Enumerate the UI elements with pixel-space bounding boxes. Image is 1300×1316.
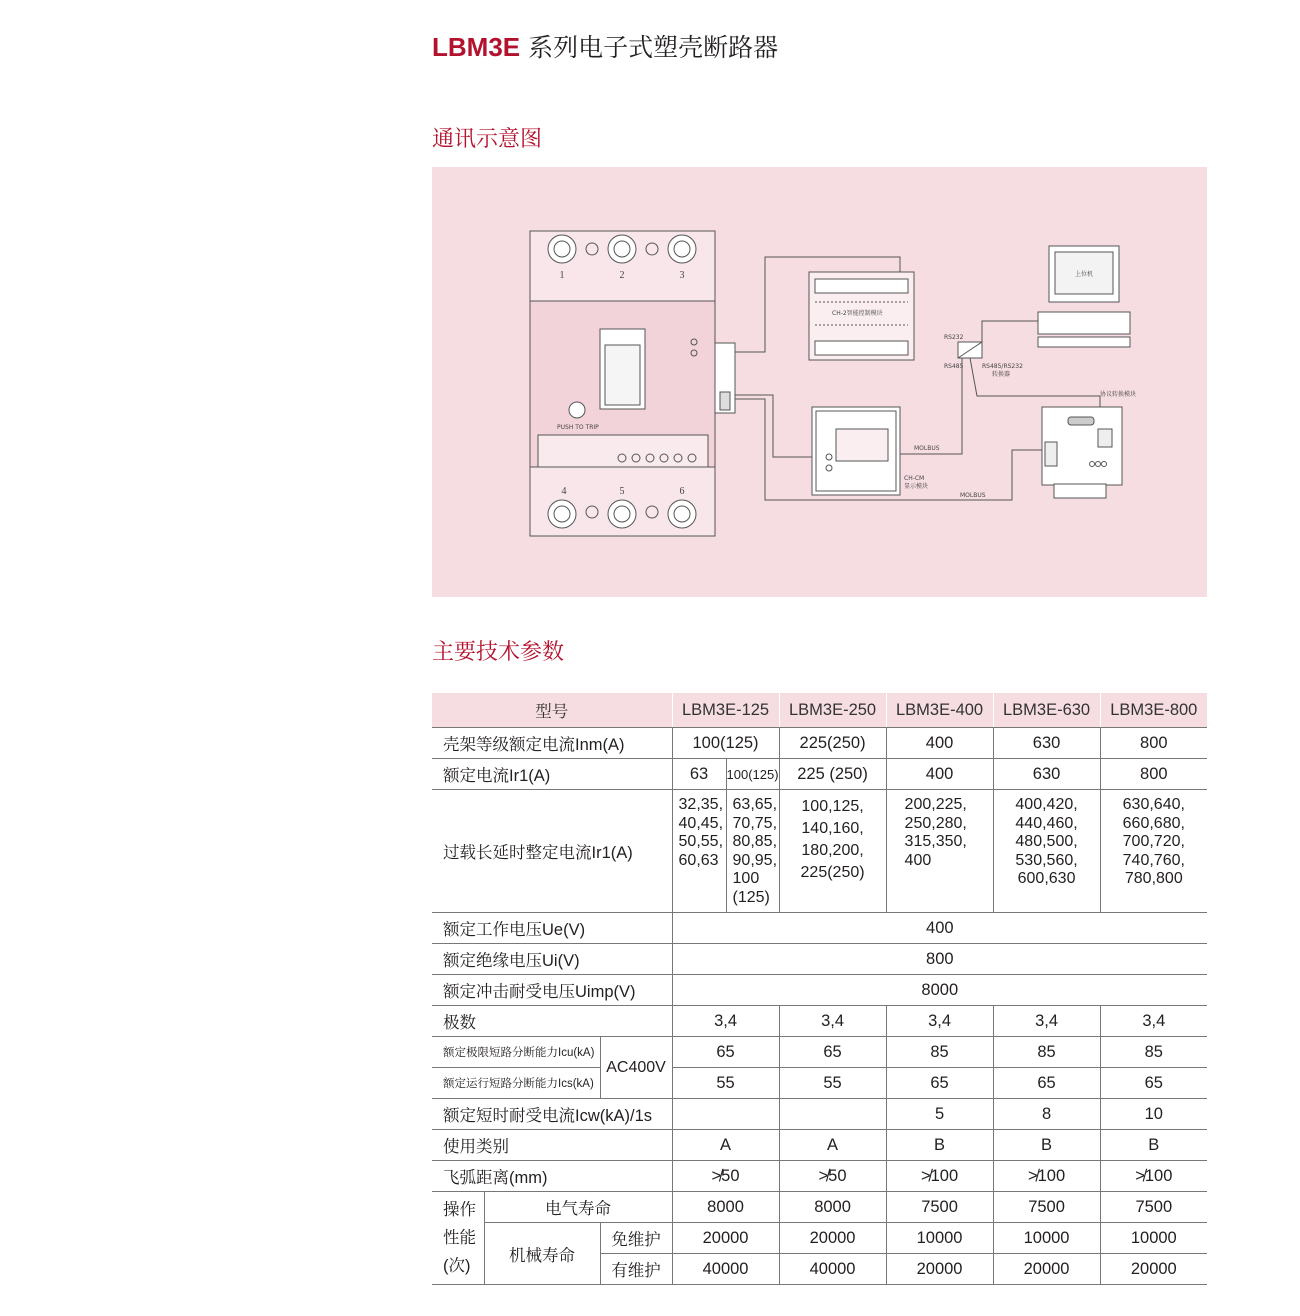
host-label: 上位机 [1074, 271, 1094, 278]
cell: 40000 [672, 1254, 779, 1285]
cell: 225 (250) [779, 759, 886, 790]
value-line: 315,350, [904, 833, 967, 850]
cell: 20000 [779, 1223, 886, 1254]
value-line: 32,35, [678, 796, 724, 813]
value-line: 480,500, [1015, 833, 1078, 850]
cell: 630 [993, 759, 1100, 790]
cell: 3,4 [779, 1006, 886, 1037]
model-400: LBM3E-400 [886, 693, 993, 728]
cell: 8 [993, 1099, 1100, 1130]
cell: 20000 [672, 1223, 779, 1254]
cell: 10000 [993, 1223, 1100, 1254]
overload-630 [993, 790, 1100, 913]
display-module-drawing [812, 407, 900, 495]
cell: 800 [672, 944, 1207, 975]
cell: 3,4 [993, 1006, 1100, 1037]
page-title [432, 28, 778, 64]
cell: 7500 [886, 1192, 993, 1223]
cell: B [886, 1130, 993, 1161]
cell: 20000 [886, 1254, 993, 1285]
title-text: 系列电子式塑壳断路器 [528, 33, 779, 62]
molbus-label-2: MOLBUS [960, 492, 986, 499]
model-800: LBM3E-800 [1100, 693, 1207, 728]
cell: 400 [672, 913, 1207, 944]
cell: 225(250) [779, 728, 886, 759]
cell: 8000 [672, 1192, 779, 1223]
table-row-ui [432, 944, 1207, 975]
value-line: 90,95, [732, 851, 778, 869]
cell: 40000 [779, 1254, 886, 1285]
cell: 5 [886, 1099, 993, 1130]
overload-250 [779, 790, 886, 913]
table-row-poles [432, 1006, 1207, 1037]
value-line: 630,640, [1122, 796, 1185, 813]
model-header: 型号 [432, 693, 672, 728]
value-line: 700,720, [1122, 833, 1185, 850]
cell: 3,4 [1100, 1006, 1207, 1037]
value-line: 740,760, [1122, 851, 1185, 869]
pole-label-3: 3 [679, 270, 685, 281]
cell: 10000 [886, 1223, 993, 1254]
model-250: LBM3E-250 [779, 693, 886, 728]
brand-name: LBM3E [432, 32, 521, 62]
ac400v-label: AC400V [600, 1037, 672, 1099]
pole-label-2: 2 [619, 270, 625, 281]
value-line: 50,55, [678, 833, 724, 850]
pole-label-1: 1 [559, 270, 565, 281]
molbus-label-1: MOLBUS [914, 445, 940, 452]
cell: 55 [779, 1068, 886, 1099]
table-row-category [432, 1130, 1207, 1161]
cell: B [993, 1130, 1100, 1161]
table-row-inm [432, 728, 1207, 759]
row-label: 额定绝缘电压Ui(V) [432, 944, 672, 975]
value-line: 660,680, [1122, 814, 1185, 832]
row-label: 飞弧距离(mm) [432, 1161, 672, 1192]
value-stack [780, 796, 886, 884]
cell: 20000 [1100, 1254, 1207, 1285]
value-stack [994, 796, 1100, 889]
table-row-ir1 [432, 759, 1207, 790]
cell: ≯100 [886, 1161, 993, 1192]
table-row-icw [432, 1099, 1207, 1130]
value-line: 60,63 [678, 851, 719, 869]
cell: 65 [672, 1037, 779, 1068]
display-module-label: 显示模块 [904, 483, 929, 490]
value-line: 100 [732, 870, 760, 887]
table-row-overload [432, 790, 1207, 913]
cell: 65 [779, 1037, 886, 1068]
pole-label-5: 5 [619, 486, 625, 497]
row-label: 额定运行短路分断能力Ics(kA) [432, 1068, 600, 1099]
cell: 65 [886, 1068, 993, 1099]
converter-drawing [958, 342, 982, 358]
cell: 85 [1100, 1037, 1207, 1068]
value-line: 80,85, [732, 833, 778, 850]
model-630: LBM3E-630 [993, 693, 1100, 728]
cell: 65 [1100, 1068, 1207, 1099]
operation-label-line: (次) [443, 1257, 471, 1275]
row-label: 壳架等级额定电流Inm(A) [432, 728, 672, 759]
table-row-icu [432, 1037, 1207, 1068]
cell: ≯50 [672, 1161, 779, 1192]
cell: 7500 [993, 1192, 1100, 1223]
value-line: 140,160, [801, 820, 864, 837]
overload-125a [672, 790, 726, 913]
pole-label-6: 6 [679, 486, 685, 497]
row-label: 额定工作电压Ue(V) [432, 913, 672, 944]
cell: 3,4 [886, 1006, 993, 1037]
rs232-label: RS232 [944, 334, 964, 341]
section-diagram-title: 通讯示意图 [432, 127, 543, 152]
communication-diagram [432, 167, 1207, 597]
cell: 100(125) [672, 728, 779, 759]
table-row-uimp [432, 975, 1207, 1006]
cell: 10 [1100, 1099, 1207, 1130]
row-label: 过载长延时整定电流Ir1(A) [432, 790, 672, 913]
cell: 20000 [993, 1254, 1100, 1285]
value-line: 70,75, [732, 814, 778, 832]
value-line: (125) [732, 888, 770, 906]
cell: A [779, 1130, 886, 1161]
value-line: 180,200, [801, 842, 864, 859]
cell: 7500 [1100, 1192, 1207, 1223]
cell: 400 [886, 759, 993, 790]
cell: A [672, 1130, 779, 1161]
cell: 8000 [779, 1192, 886, 1223]
cell: B [1100, 1130, 1207, 1161]
cell: ≯50 [779, 1161, 886, 1192]
host-computer-drawing [1038, 246, 1130, 347]
control-module-label: CH-2智能控制模块 [832, 310, 883, 317]
value-stack [727, 796, 779, 907]
operation-label-line: 性能 [443, 1229, 476, 1247]
converter-cn-label: 转换器 [992, 371, 1011, 378]
overload-800 [1100, 790, 1207, 913]
value-line: 440,460, [1015, 814, 1078, 832]
value-line: 400 [904, 851, 932, 869]
cell: 85 [993, 1037, 1100, 1068]
cell: 630 [993, 728, 1100, 759]
value-line: 100,125, [801, 798, 864, 815]
value-stack [1101, 796, 1208, 889]
chcm-label: CH-CM [904, 475, 925, 482]
cell [672, 1099, 779, 1130]
pole-label-4: 4 [561, 486, 567, 497]
cell: ≯100 [993, 1161, 1100, 1192]
value-line: 600,630 [1017, 870, 1076, 887]
electrical-life-label: 电气寿命 [484, 1192, 672, 1223]
value-line: 530,560, [1015, 851, 1078, 869]
cell: 10000 [1100, 1223, 1207, 1254]
value-stack [887, 796, 993, 870]
row-label: 额定电流Ir1(A) [432, 759, 672, 790]
value-line: 225(250) [800, 864, 865, 881]
value-line: 780,800 [1124, 870, 1183, 887]
table-row-electrical-life [432, 1192, 1207, 1223]
table-header-row [432, 693, 1207, 728]
row-label: 额定短时耐受电流Icw(kA)/1s [432, 1099, 672, 1130]
value-line: 63,65, [732, 796, 778, 813]
model-125: LBM3E-125 [672, 693, 779, 728]
cell [779, 1099, 886, 1130]
table-row-no-maintenance [432, 1223, 1207, 1254]
table-row-ics [432, 1068, 1207, 1099]
table-row-ue [432, 913, 1207, 944]
cell: 800 [1100, 759, 1207, 790]
value-stack [673, 796, 726, 870]
protocol-module-label: 协议转换模块 [1100, 391, 1137, 398]
value-line: 400,420, [1015, 796, 1078, 813]
section-params-title: 主要技术参数 [432, 640, 565, 665]
overload-125b [726, 790, 779, 913]
converter-label: RS485/RS232 [982, 363, 1023, 370]
with-maintenance-label: 有维护 [600, 1254, 672, 1285]
row-label: 极数 [432, 1006, 672, 1037]
no-maintenance-label: 免维护 [600, 1223, 672, 1254]
value-line: 200,225, [904, 796, 967, 813]
mechanical-life-label: 机械寿命 [484, 1223, 600, 1285]
push-to-trip-label: PUSH TO TRIP [557, 424, 599, 431]
cell: 55 [672, 1068, 779, 1099]
cell: 8000 [672, 975, 1207, 1006]
operation-label [432, 1192, 484, 1285]
spec-table [432, 693, 1207, 1285]
protocol-module-drawing [1042, 407, 1122, 498]
cell: 85 [886, 1037, 993, 1068]
overload-400 [886, 790, 993, 913]
cell: 400 [886, 728, 993, 759]
cell: 63 [672, 759, 726, 790]
row-label: 额定极限短路分断能力Icu(kA) [432, 1037, 600, 1068]
cell: 800 [1100, 728, 1207, 759]
rs485-label: RS485 [944, 363, 964, 370]
row-label: 额定冲击耐受电压Uimp(V) [432, 975, 672, 1006]
cell: 100(125) [726, 759, 779, 790]
cell: 3,4 [672, 1006, 779, 1037]
value-line: 40,45, [678, 814, 724, 832]
row-label: 使用类别 [432, 1130, 672, 1161]
cell: ≯100 [1100, 1161, 1207, 1192]
cell: 65 [993, 1068, 1100, 1099]
table-row-arc [432, 1161, 1207, 1192]
operation-label-line: 操作 [443, 1201, 476, 1219]
value-line: 250,280, [904, 814, 967, 832]
